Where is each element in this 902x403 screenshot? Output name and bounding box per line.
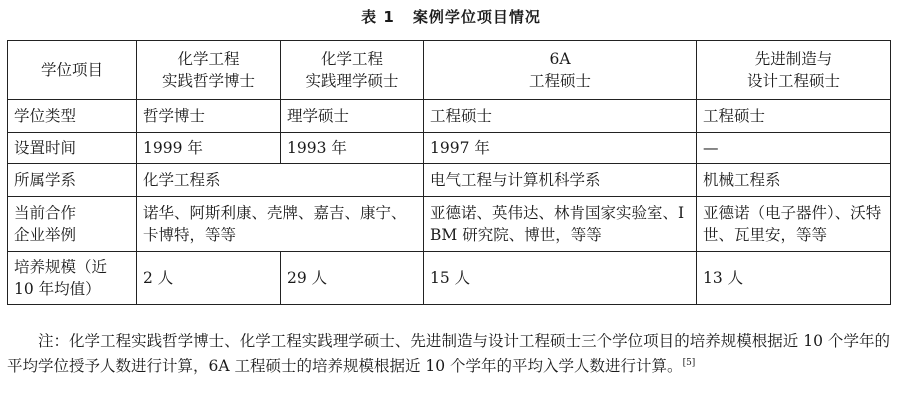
table-cell: 亚德诺、英伟达、林肯国家实验室、IBM 研究院、博世，等等	[424, 197, 697, 252]
table-cell: 理学硕士	[281, 100, 424, 133]
table-cell: 29 人	[281, 252, 424, 305]
table-row-department	[8, 164, 891, 197]
table-number: 表 1	[361, 8, 395, 26]
table-cell: 机械工程系	[697, 164, 891, 197]
header-cell-6a-meng: 6A 工程硕士	[424, 41, 697, 100]
table-cell: 电气工程与计算机科学系	[424, 164, 697, 197]
table-cell: 1997 年	[424, 133, 697, 164]
table-row-established	[8, 133, 891, 164]
row-label: 学位类型	[8, 100, 137, 133]
header-cell-amd-meng: 先进制造与 设计工程硕士	[697, 41, 891, 100]
table-row-scale	[8, 252, 891, 305]
table-cell: 化学工程系	[137, 164, 424, 197]
degree-program-table	[7, 40, 891, 305]
table-cell: 诺华、阿斯利康、壳牌、嘉吉、康宁、卡博特，等等	[137, 197, 424, 252]
table-cell: 亚德诺（电子器件）、沃特世、瓦里安，等等	[697, 197, 891, 252]
table-cell: 1999 年	[137, 133, 281, 164]
table-cell: 15 人	[424, 252, 697, 305]
table-cell: 工程硕士	[424, 100, 697, 133]
row-label: 所属学系	[8, 164, 137, 197]
table-cell: 2 人	[137, 252, 281, 305]
table-footnote: 注：化学工程实践哲学博士、化学工程实践理学硕士、先进制造与设计工程硕士三个学位项目的培养规模根据近 10 个学年的平均学位授予人数进行计算，6A 工程硕士的培养规模根据近 10 个学年的平均入学人数进行计算。[5]	[7, 332, 890, 375]
header-cell-chem-phd: 化学工程 实践哲学博士	[137, 41, 281, 100]
table-row-partners	[8, 197, 891, 252]
header-cell-chem-ms: 化学工程 实践理学硕士	[281, 41, 424, 100]
citation-reference: [5]	[682, 357, 696, 368]
header-cell-degree-program: 学位项目	[8, 41, 137, 100]
table-cell: 13 人	[697, 252, 891, 305]
table-title: 案例学位项目情况	[412, 8, 541, 26]
table-cell: 工程硕士	[697, 100, 891, 133]
row-label: 当前合作 企业举例	[8, 197, 137, 252]
row-label: 培养规模（近 10 年均值）	[8, 252, 137, 305]
table-cell: 1993 年	[281, 133, 424, 164]
table-caption	[0, 6, 902, 27]
row-label: 设置时间	[8, 133, 137, 164]
table-header-row	[8, 41, 891, 100]
table-row-degree-type	[8, 100, 891, 133]
table-cell: —	[697, 133, 891, 164]
table-cell: 哲学博士	[137, 100, 281, 133]
